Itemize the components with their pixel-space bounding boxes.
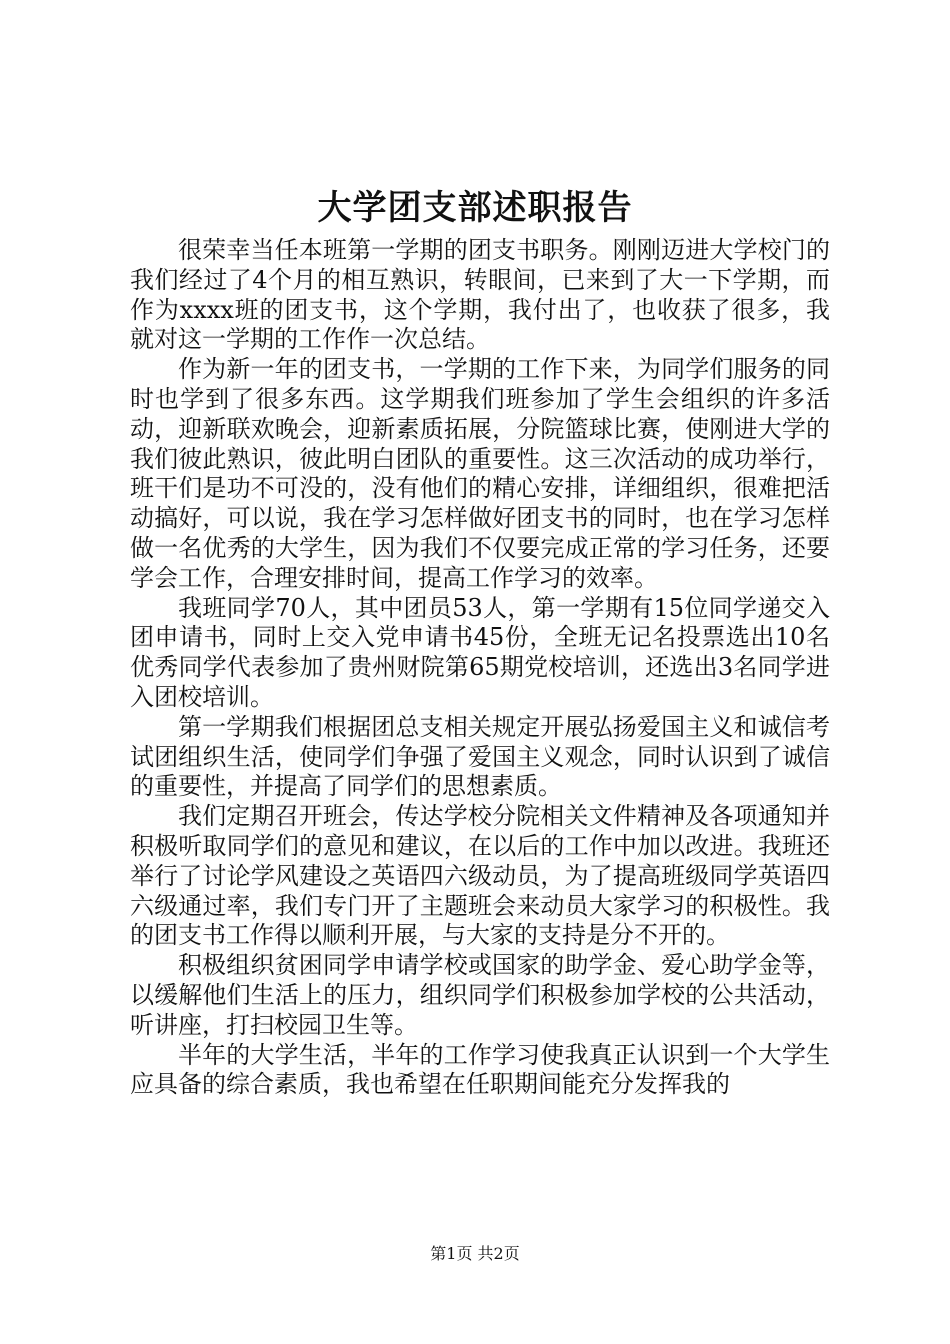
- page-number-footer: 第1页 共2页: [430, 1244, 520, 1263]
- document-body: [130, 236, 830, 1100]
- paragraph-2: 作为新一年的团支书，一学期的工作下来，为同学们服务的同时也学到了很多东西。这学期我们班参加了学生会组织的许多活动，迎新联欢晚会，迎新素质拓展，分院篮球比赛，使刚进大学的我们彼此熟识，彼此明白团队的重要性。这三次活动的成功举行，班干们是功不可没的，没有他们的精心安排，详细组织，很难把活动搞好，可以说，我在学习怎样做好团支书的同时，也在学习怎样做一名优秀的大学生，因为我们不仅要完成正常的学习任务，还要学会工作，合理安排时间，提高工作学习的效率。: [130, 355, 830, 592]
- paragraph-5: 我们定期召开班会，传达学校分院相关文件精神及各项通知并积极听取同学们的意见和建议，在以后的工作中加以改进。我班还举行了讨论学风建设之英语四六级动员，为了提高班级同学英语四六级通过率，我们专门开了主题班会来动员大家学习的积极性。我的团支书工作得以顺利开展，与大家的支持是分不开的。: [130, 802, 830, 950]
- paragraph-1: 很荣幸当任本班第一学期的团支书职务。刚刚迈进大学校门的我们经过了4个月的相互熟识，转眼间，已来到了大一下学期，而作为xxxx班的团支书，这个学期，我付出了，也收获了很多，我就对这一学期的工作作一次总结。: [130, 236, 830, 354]
- paragraph-3: 我班同学70人，其中团员53人，第一学期有15位同学递交入团申请书，同时上交入党申请书45份，全班无记名投票选出10名优秀同学代表参加了贵州财院第65期党校培训，还选出3名同学进入团校培训。: [130, 593, 830, 711]
- paragraph-6: 积极组织贫困同学申请学校或国家的助学金、爱心助学金等，以缓解他们生活上的压力，组织同学们积极参加学校的公共活动，听讲座，打扫校园卫生等。: [130, 951, 830, 1039]
- document-title: 大学团支部述职报告: [317, 188, 633, 228]
- paragraph-7: 半年的大学生活，半年的工作学习使我真正认识到一个大学生应具备的综合素质，我也希望在任职期间能充分发挥我的: [130, 1040, 830, 1099]
- paragraph-4: 第一学期我们根据团总支相关规定开展弘扬爱国主义和诚信考试团组织生活，使同学们争强了爱国主义观念，同时认识到了诚信的重要性，并提高了同学们的思想素质。: [130, 712, 830, 801]
